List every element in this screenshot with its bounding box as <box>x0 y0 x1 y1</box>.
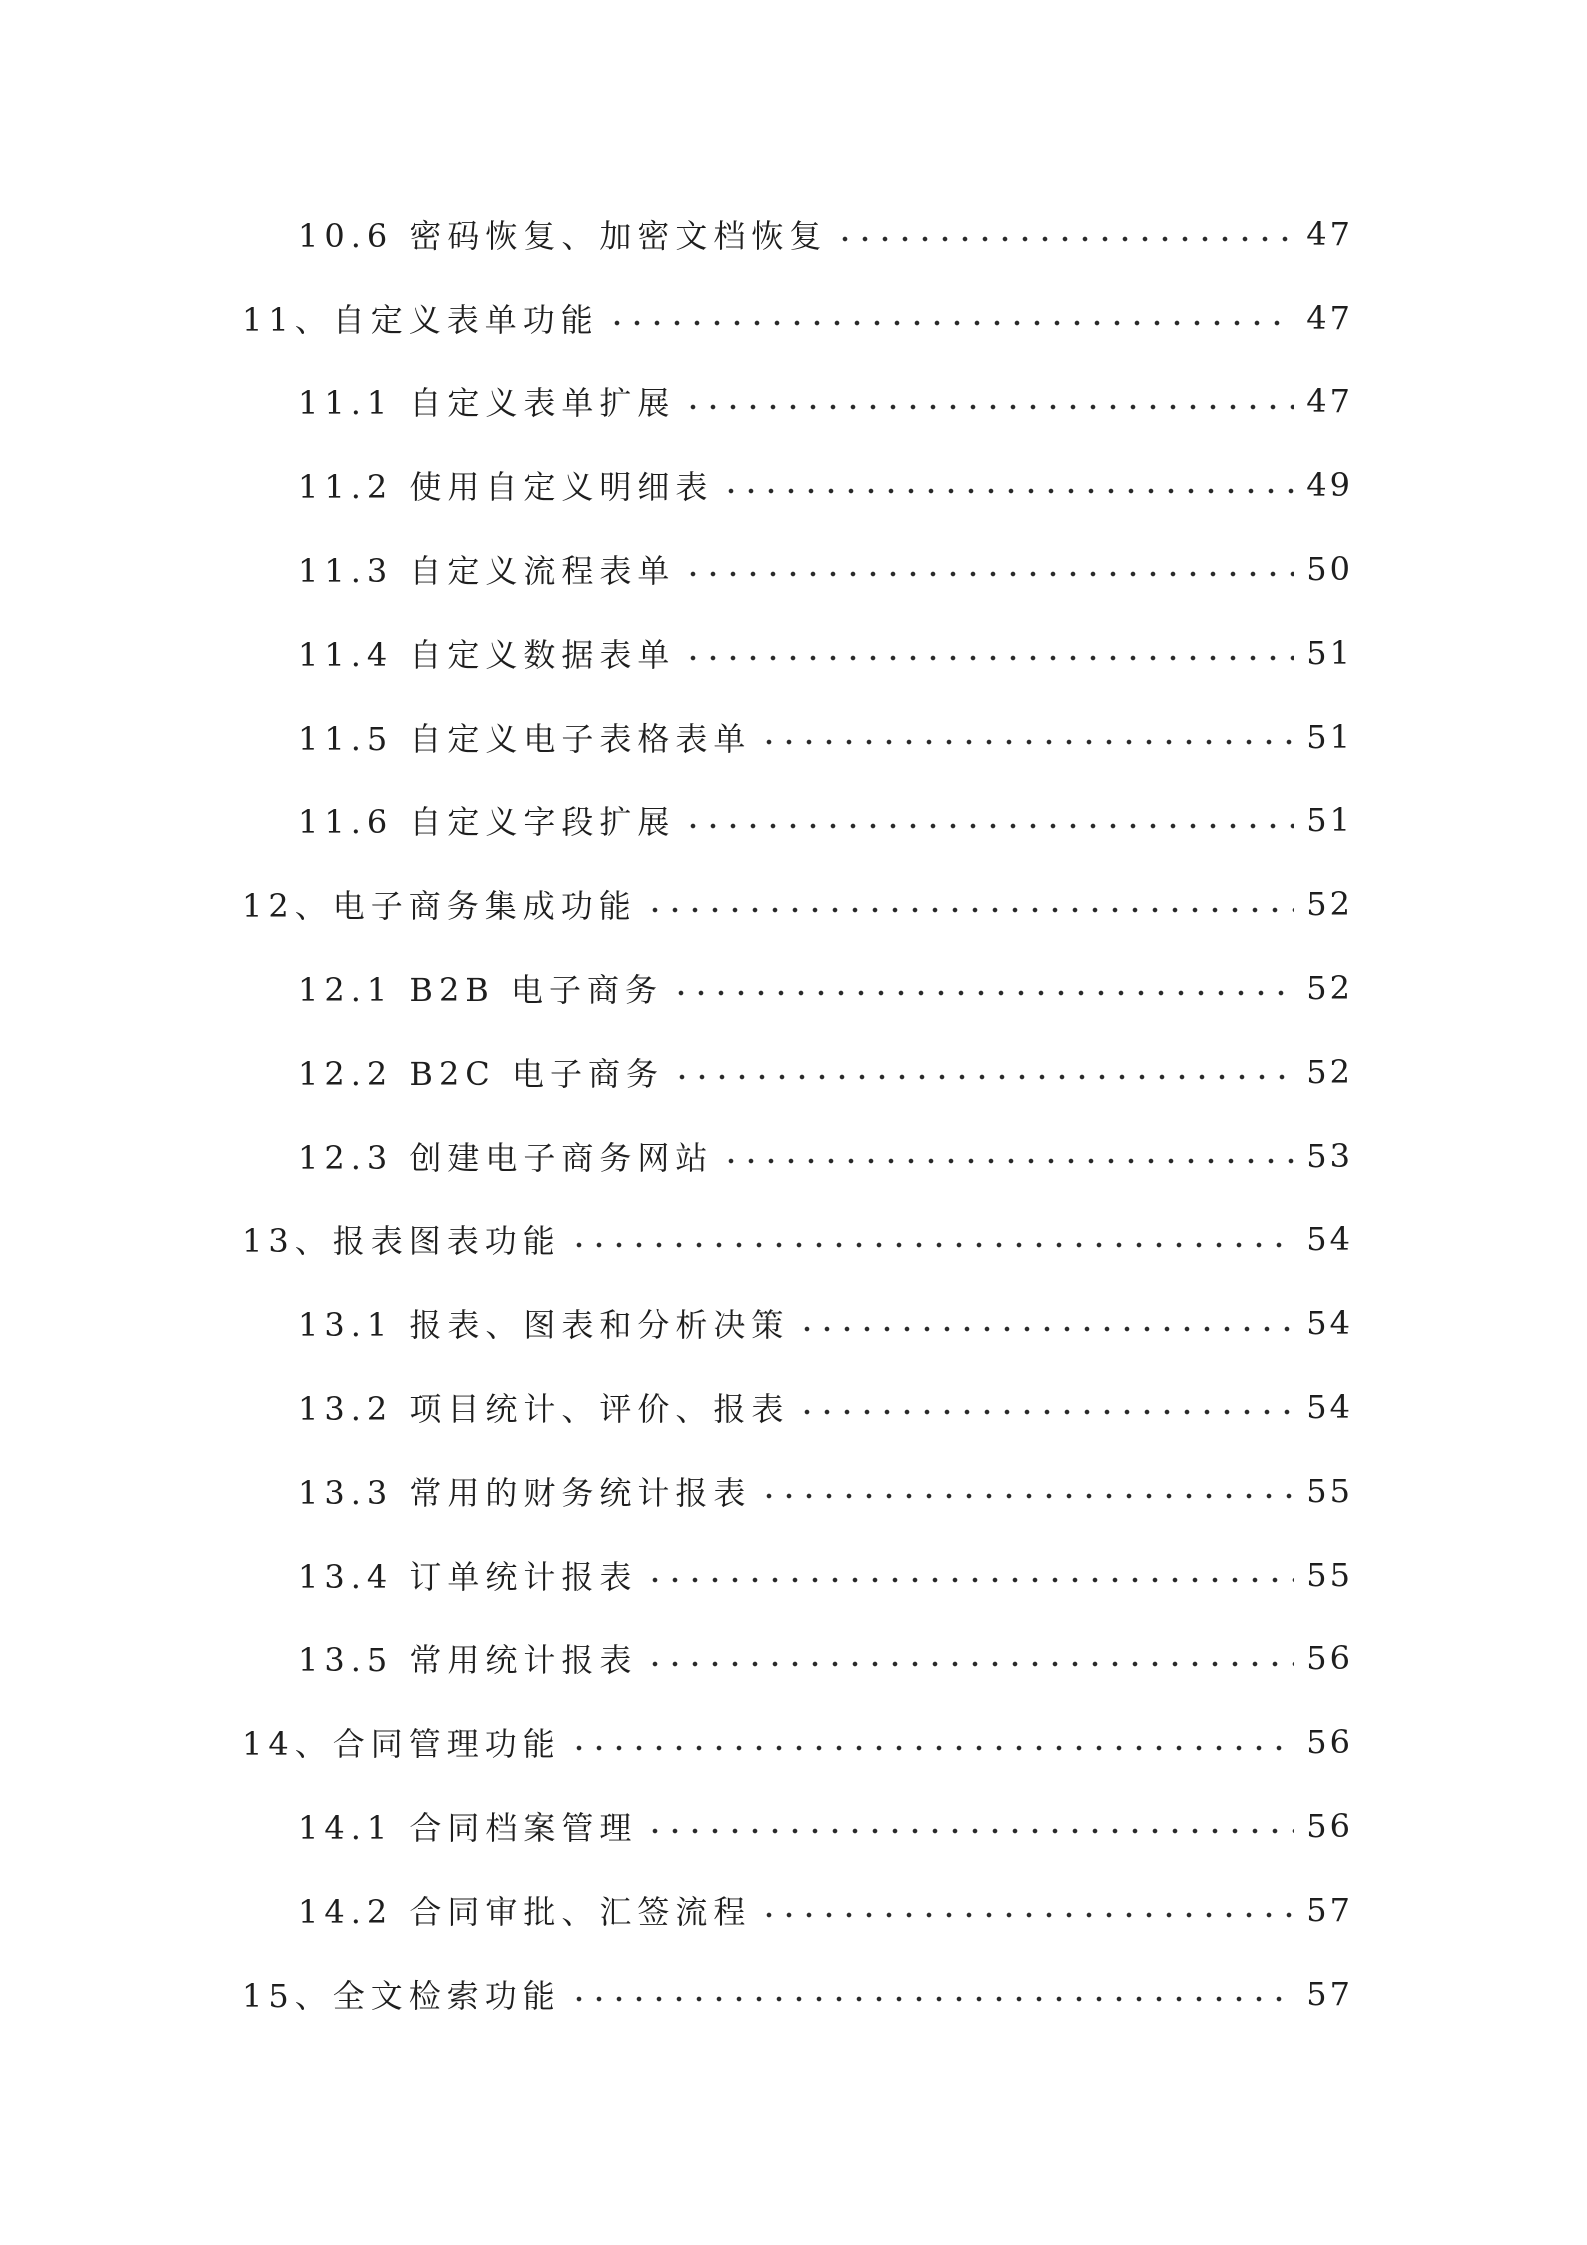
toc-entry-title: 15、全文检索功能 <box>242 1976 561 2015</box>
toc-entry-title: 11.4 自定义数据表单 <box>298 635 676 674</box>
toc-entry-page: 50 <box>1306 550 1353 589</box>
toc-entry <box>242 192 1353 276</box>
toc-entry <box>242 779 1353 863</box>
toc-entry <box>242 1114 1353 1198</box>
toc-entry-page: 56 <box>1306 1639 1353 1678</box>
toc-entry-title: 11.6 自定义字段扩展 <box>298 803 676 842</box>
toc-entry <box>242 946 1353 1030</box>
toc-entry <box>242 1700 1353 1784</box>
toc-entry-page: 54 <box>1306 1220 1353 1259</box>
toc-entry-page: 56 <box>1306 1723 1353 1762</box>
dot-leader <box>643 1533 1294 1617</box>
toc-entry-title: 11、自定义表单功能 <box>242 300 599 339</box>
dot-leader <box>605 276 1295 360</box>
dot-leader <box>567 1198 1295 1282</box>
toc-entry <box>242 1449 1353 1533</box>
toc-entry-title: 12.1 B2B 电子商务 <box>298 971 663 1010</box>
toc-entry <box>242 862 1353 946</box>
toc-entry-page: 57 <box>1306 1890 1353 1929</box>
dot-leader <box>719 1114 1294 1198</box>
dot-leader <box>719 443 1294 527</box>
dot-leader <box>567 1700 1295 1784</box>
toc-entry <box>242 611 1353 695</box>
toc-entry-title: 13、报表图表功能 <box>242 1222 561 1261</box>
toc-entry-title: 12.3 创建电子商务网站 <box>298 1138 714 1177</box>
toc-entry-title: 13.2 项目统计、评价、报表 <box>298 1390 790 1429</box>
toc-entry <box>242 276 1353 360</box>
toc-entry-title: 11.5 自定义电子表格表单 <box>298 719 752 758</box>
toc-entry-title: 11.2 使用自定义明细表 <box>298 468 714 507</box>
dot-leader <box>757 1868 1294 1952</box>
toc-entry <box>242 1365 1353 1449</box>
toc-entry-page: 47 <box>1306 382 1353 421</box>
toc-entry <box>242 1868 1353 1952</box>
toc-entry <box>242 1198 1353 1282</box>
toc-entry-page: 51 <box>1306 801 1353 840</box>
dot-leader <box>681 611 1294 695</box>
toc-entry-page: 51 <box>1306 633 1353 672</box>
toc-entry-page: 53 <box>1306 1136 1353 1175</box>
dot-leader <box>681 779 1294 863</box>
toc-entry <box>242 695 1353 779</box>
toc-entry-title: 10.6 密码恢复、加密文档恢复 <box>298 216 828 255</box>
dot-leader <box>681 360 1294 444</box>
toc-entry-page: 54 <box>1306 1304 1353 1343</box>
toc-entry-page: 52 <box>1306 885 1353 924</box>
dot-leader <box>757 1449 1294 1533</box>
toc-entry-page: 51 <box>1306 717 1353 756</box>
toc-entry-title: 14.1 合同档案管理 <box>298 1809 638 1848</box>
dot-leader <box>643 862 1295 946</box>
dot-leader <box>681 527 1294 611</box>
dot-leader <box>669 946 1294 1030</box>
dot-leader <box>643 1617 1294 1701</box>
toc-entry-page: 49 <box>1306 466 1353 505</box>
toc-entry-page: 55 <box>1306 1471 1353 1510</box>
toc-entry <box>242 527 1353 611</box>
toc-entry-title: 13.1 报表、图表和分析决策 <box>298 1306 790 1345</box>
toc-entry-page: 54 <box>1306 1388 1353 1427</box>
toc-entry-title: 14、合同管理功能 <box>242 1725 561 1764</box>
toc-entry <box>242 1030 1353 1114</box>
toc-entry-title: 13.4 订单统计报表 <box>298 1557 638 1596</box>
toc-entry <box>242 1533 1353 1617</box>
toc-entry-page: 55 <box>1306 1555 1353 1594</box>
toc-entry <box>242 360 1353 444</box>
toc-entry <box>242 1952 1353 2036</box>
dot-leader <box>670 1030 1294 1114</box>
dot-leader <box>795 1281 1294 1365</box>
dot-leader <box>833 192 1294 276</box>
toc-entry-page: 47 <box>1306 298 1353 337</box>
dot-leader <box>567 1952 1295 2036</box>
table-of-contents <box>242 192 1353 2036</box>
toc-entry-title: 12、电子商务集成功能 <box>242 887 637 926</box>
toc-entry-title: 14.2 合同审批、汇签流程 <box>298 1892 752 1931</box>
toc-entry-title: 11.1 自定义表单扩展 <box>298 384 676 423</box>
toc-entry-page: 56 <box>1306 1807 1353 1846</box>
toc-entry <box>242 1784 1353 1868</box>
toc-entry-page: 57 <box>1306 1974 1353 2013</box>
toc-entry-page: 52 <box>1306 969 1353 1008</box>
toc-entry <box>242 443 1353 527</box>
toc-entry <box>242 1617 1353 1701</box>
dot-leader <box>795 1365 1294 1449</box>
toc-entry <box>242 1281 1353 1365</box>
dot-leader <box>757 695 1294 779</box>
toc-entry-title: 12.2 B2C 电子商务 <box>298 1054 664 1093</box>
toc-entry-title: 11.3 自定义流程表单 <box>298 552 676 591</box>
dot-leader <box>643 1784 1294 1868</box>
toc-entry-page: 52 <box>1306 1052 1353 1091</box>
toc-entry-page: 47 <box>1306 214 1353 253</box>
toc-entry-title: 13.5 常用统计报表 <box>298 1641 638 1680</box>
toc-entry-title: 13.3 常用的财务统计报表 <box>298 1473 752 1512</box>
